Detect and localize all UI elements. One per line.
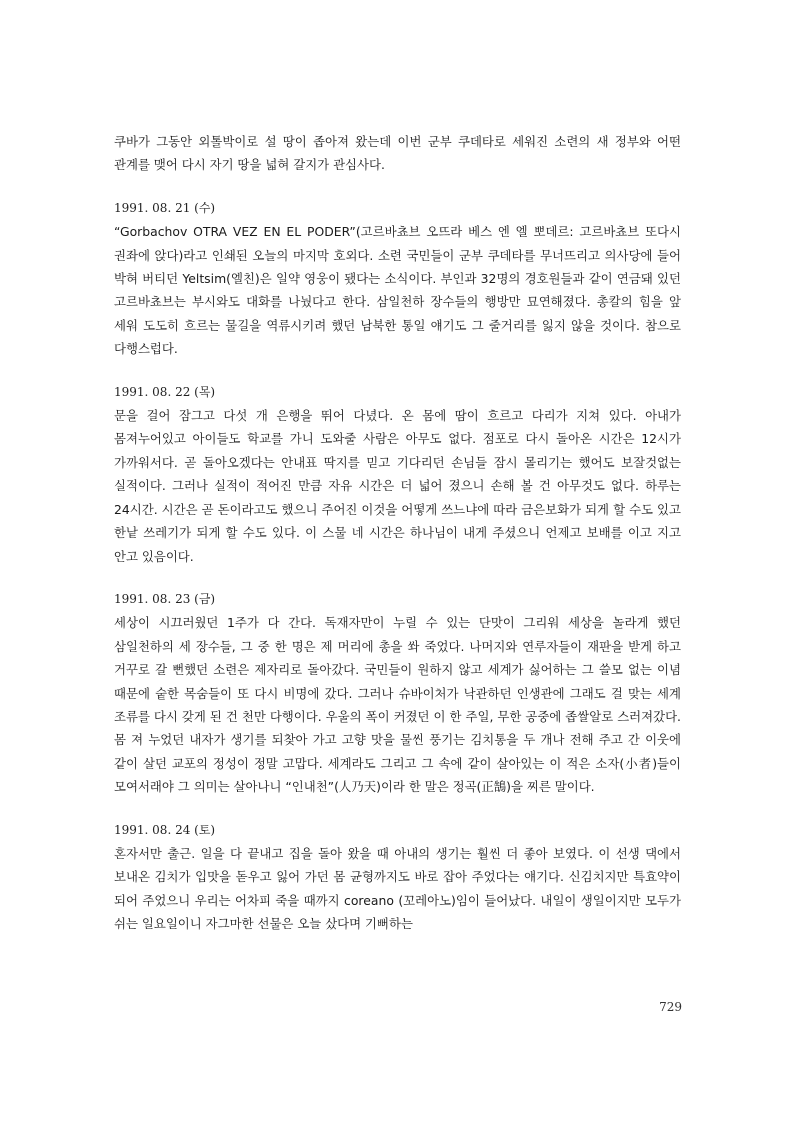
entry-date: 1991. 08. 21 (수): [114, 200, 216, 215]
diary-body: [114, 130, 681, 936]
diary-entry: [114, 197, 681, 361]
diary-entry: [114, 588, 681, 799]
diary-entry: [114, 381, 681, 568]
entry-date: 1991. 08. 24 (토): [114, 822, 216, 837]
page-number: 729: [659, 1000, 682, 1014]
entry-date: 1991. 08. 23 (금): [114, 591, 216, 606]
entry-text: 혼자서만 출근. 일을 다 끝내고 집을 돌아 왔을 때 아내의 생기는 훨씬 더 좋아 보였다. 이 선생 댁에서 보내온 김치가 입맛을 돋우고 잃어 가던 몸 균형까지도 바로 잡아 주었다는 얘기다. 신김치지만 특효약이 되어 주었으니 우리는 어차피 죽을 때까지 coreano (꼬레아노)임이 들어났다. 내일이 생일이지만 모두가 쉬는 일요일이니 자그마한 선물은 오늘 샀다며 기뻐하는: [114, 845, 681, 932]
diary-entry: [114, 819, 681, 936]
entry-text: 세상이 시끄러웠던 1주가 다 간다. 독재자만이 누릴 수 있는 단맛이 그리워 세상을 놀라게 했던 삼일천하의 세 장수들, 그 중 한 명은 제 머리에 총을 쏴 죽었다. 나머지와 연루자들이 재판을 받게 하고 거꾸로 갈 뻔했던 소련은 제자리로 돌아갔다. 국민들이 원하지 않고 세계가 싫어하는 그 쓸모 없는 이념 때문에 숱한 목숨들이 또 다시 비명에 갔다. 그러나 슈바이처가 낙관하던 인생관에 그래도 걸 맞는 세계 조류를 다시 갖게 된 건 천만 다행이다. 우울의 폭이 커졌던 이 한 주일, 무한 공중에 좁쌀알로 스러져갔다. 몸 져 누었던 내자가 생기를 되찾아 가고 고향 맛을 물씬 풍기는 김치통을 두 개나 전해 주고 간 이웃에 같이 살던 교포의 정성이 정말 고맙다. 세계라도 그리고 그 속에 같이 살아있는 이 적은 소자(小者)들이 모여서래야 그 의미는 살아나니 “인내천”(人乃天)이라 한 말은 정곡(正鵠)을 찌른 말이다.: [114, 615, 681, 795]
entry-date: 1991. 08. 22 (목): [114, 384, 216, 399]
entry-text: 문을 걸어 잠그고 다섯 개 은행을 뛰어 다녔다. 온 몸에 땀이 흐르고 다리가 지쳐 있다. 아내가 몸져누어있고 아이들도 학교를 가니 도와줄 사람은 아무도 없다. 점포로 다시 돌아온 시간은 12시가 가까워서다. 곧 돌아오겠다는 안내표 딱지를 믿고 기다리던 손님들 잠시 몰리기는 했어도 보잘것없는 실적이다. 그러나 실적이 적어진 만큼 자유 시간은 더 넓어 졌으니 손해 볼 건 아무것도 없다. 하루는 24시간. 시간은 곧 돈이라고도 했으니 주어진 이것을 어떻게 쓰느냐에 따라 금은보화가 되게 할 수도 있고 한낱 쓰레기가 되게 할 수도 있다. 이 스물 네 시간은 하나님이 내게 주셨으니 언제고 보배를 이고 지고 안고 있음이다.: [114, 408, 681, 564]
intro-paragraph: 쿠바가 그동안 외톨박이로 설 땅이 좁아져 왔는데 이번 군부 쿠데타로 세워진 소련의 새 정부와 어떤 관계를 맺어 다시 자기 땅을 넓혀 갈지가 관심사다.: [114, 134, 681, 173]
entry-text: “Gorbachov OTRA VEZ EN EL PODER”(고르바쵸브 오뜨라 베스 엔 엘 뽀데르: 고르바쵸브 또다시 권좌에 앉다)라고 인쇄된 오늘의 마지막 호외다. 소련 국민들이 군부 쿠데타를 무너뜨리고 의사당에 들어 박혀 버티던 Yeltsim(엘친)은 일약 영웅이 됐다는 소식이다. 부인과 32명의 경호원들과 같이 연금돼 있던 고르바쵸브는 부시와도 대화를 나눴다고 한다. 삼일천하 장수들의 행방만 묘연해졌다. 총칼의 힘을 앞 세워 도도히 흐르는 물길을 역류시키려 했던 남북한 통일 얘기도 그 줄거리를 잃지 않을 것이다. 참으로 다행스럽다.: [114, 224, 681, 357]
